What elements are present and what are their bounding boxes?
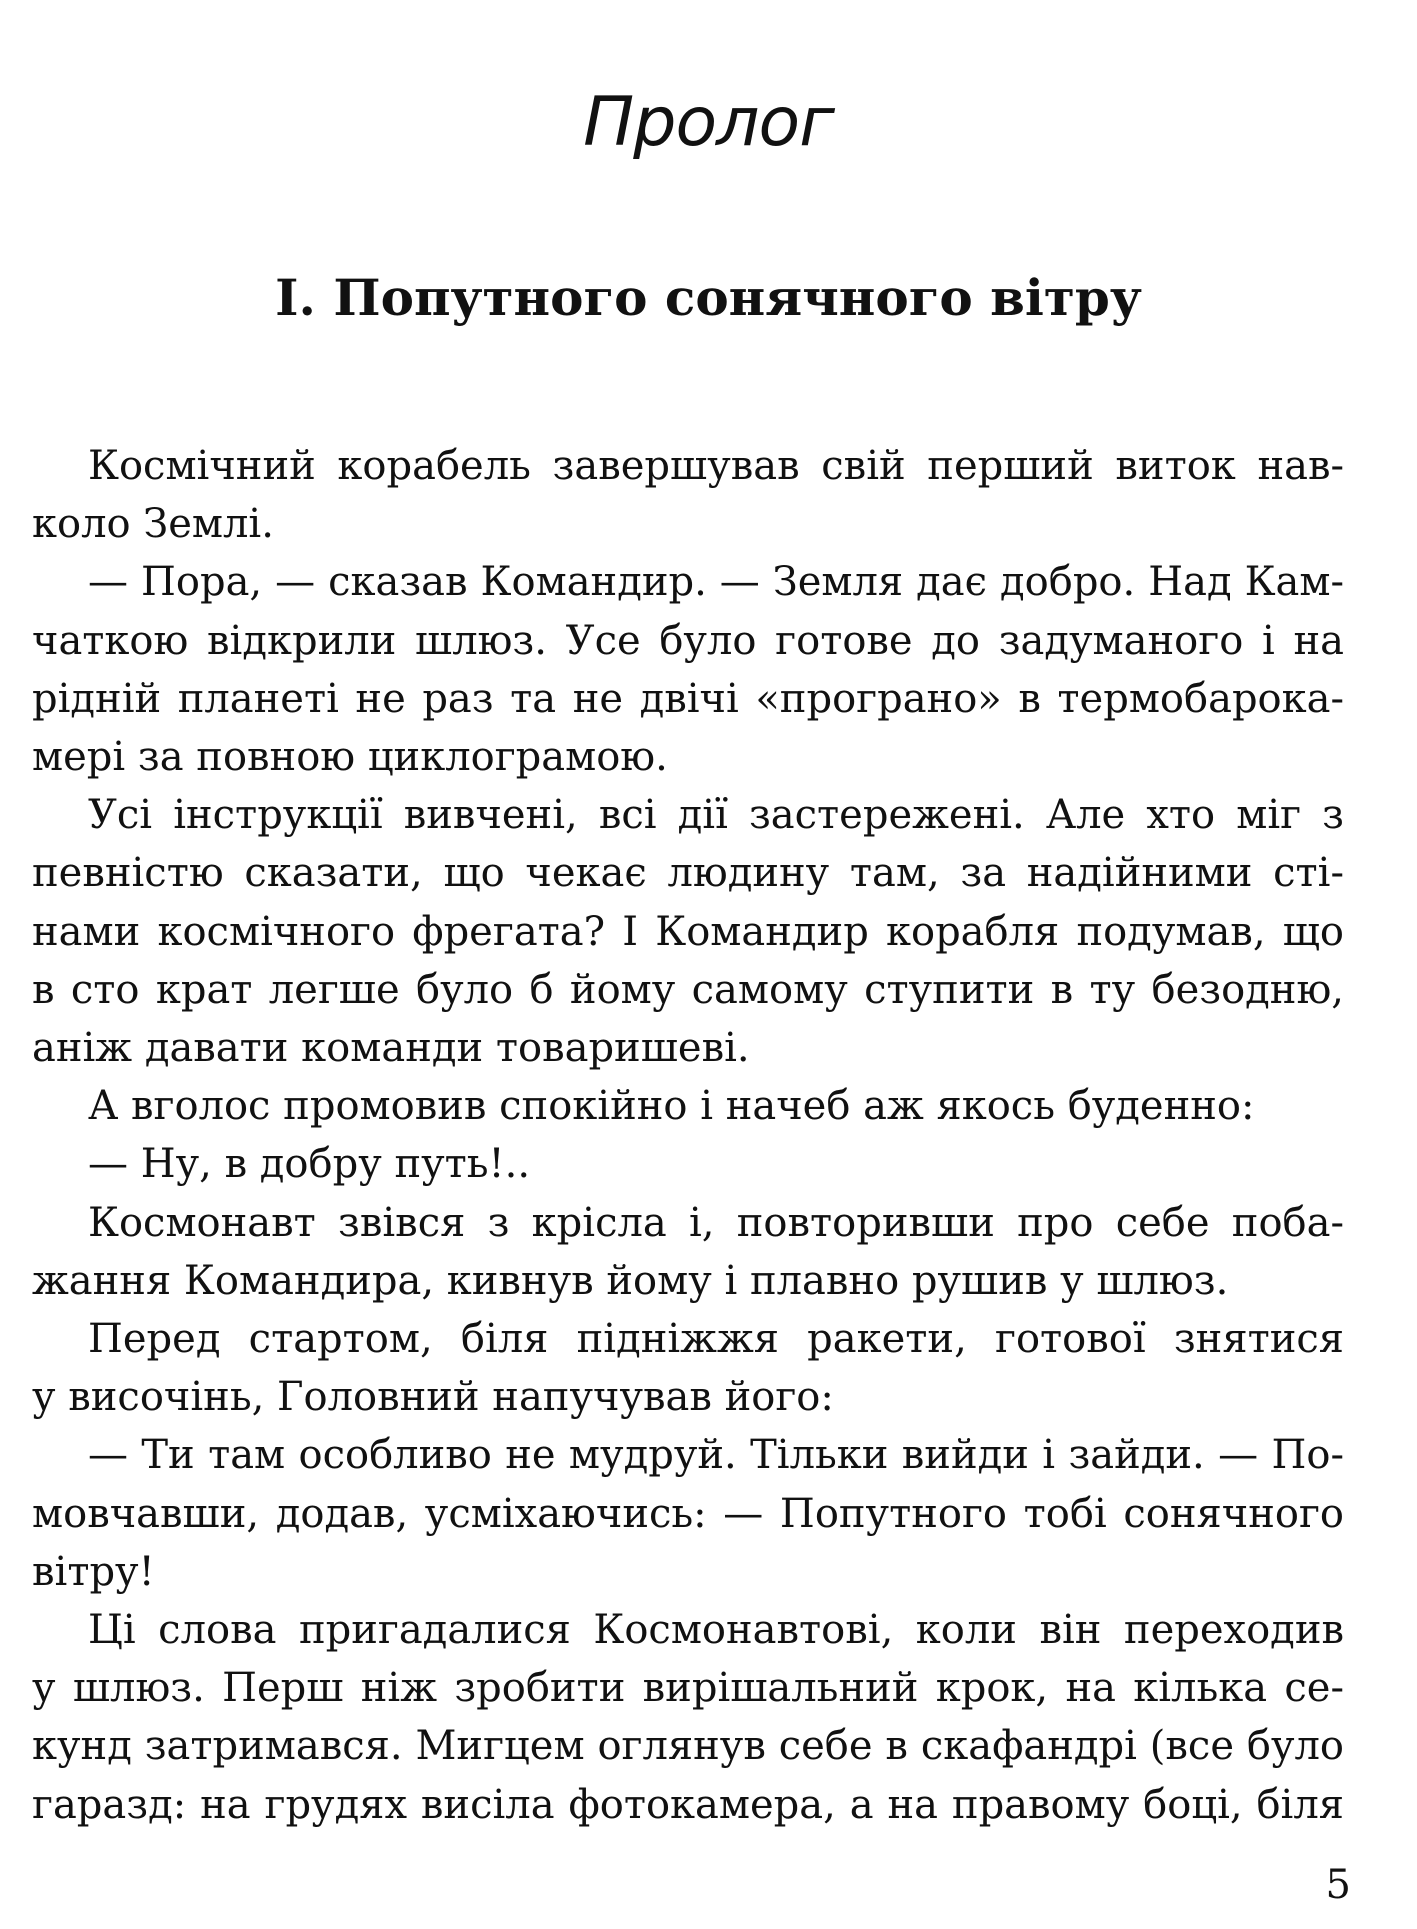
text-line: Усі інструкції вивчені, всі дії застережені. Але хто міг з (88, 792, 1344, 839)
text-line: нами космічного фрегата? І Командир корабля подумав, що (32, 908, 1344, 955)
section-title: I. Попутного сонячного вітру (275, 268, 1142, 327)
text-line: — Ти там особливо не мудруй. Тільки вийди і зайди. — По- (88, 1432, 1344, 1479)
chapter-title: Пролог (583, 83, 834, 162)
text-line: мері за повною циклограмою. (32, 734, 668, 781)
text-line: Космонавт звівся з крісла і, повторивши про себе поба- (88, 1199, 1344, 1246)
page-number: 5 (1325, 1862, 1351, 1908)
text-line: Ці слова пригадалися Космонавтові, коли він переходив (88, 1607, 1344, 1654)
text-line: коло Землі. (32, 501, 274, 548)
text-line: мовчавши, додав, усміхаючись: — Попутного тобі сонячного (32, 1490, 1344, 1537)
text-line: аніж давати команди товаришеві. (32, 1025, 750, 1072)
text-line: — Ну, в добру путь!.. (88, 1141, 531, 1188)
text-line: кунд затримався. Мигцем оглянув себе в скафандрі (все було (32, 1723, 1344, 1770)
text-line: у височінь, Головний напучував його: (32, 1374, 834, 1421)
text-line: А вголос промовив спокійно і начеб аж якось буденно: (88, 1083, 1255, 1130)
text-line: у шлюз. Перш ніж зробити вирішальний крок, на кілька се- (32, 1665, 1344, 1712)
text-line: вітру! (32, 1548, 155, 1595)
text-line: жання Командира, кивнув йому і плавно рушив у шлюз. (32, 1257, 1229, 1304)
text-line: Перед стартом, біля підніжжя ракети, готової знятися (88, 1316, 1344, 1363)
text-line: певністю сказати, що чекає людину там, за надійними сті- (32, 850, 1344, 897)
text-line: гаразд: на грудях висіла фотокамера, а на правому боці, біля (32, 1781, 1344, 1828)
body-text (32, 437, 1344, 1834)
text-line: чаткою відкрили шлюз. Усе було готове до задуманого і на (32, 617, 1344, 664)
text-line: Космічний корабель завершував свій перший виток нав- (88, 443, 1344, 489)
text-line: рідній планеті не раз та не двічі «програно» в термобарока- (32, 675, 1344, 722)
text-line: — Пора, — сказав Командир. — Земля дає добро. Над Кам- (88, 559, 1344, 606)
text-line: в сто крат легше було б йому самому ступити в ту безодню, (32, 966, 1344, 1013)
